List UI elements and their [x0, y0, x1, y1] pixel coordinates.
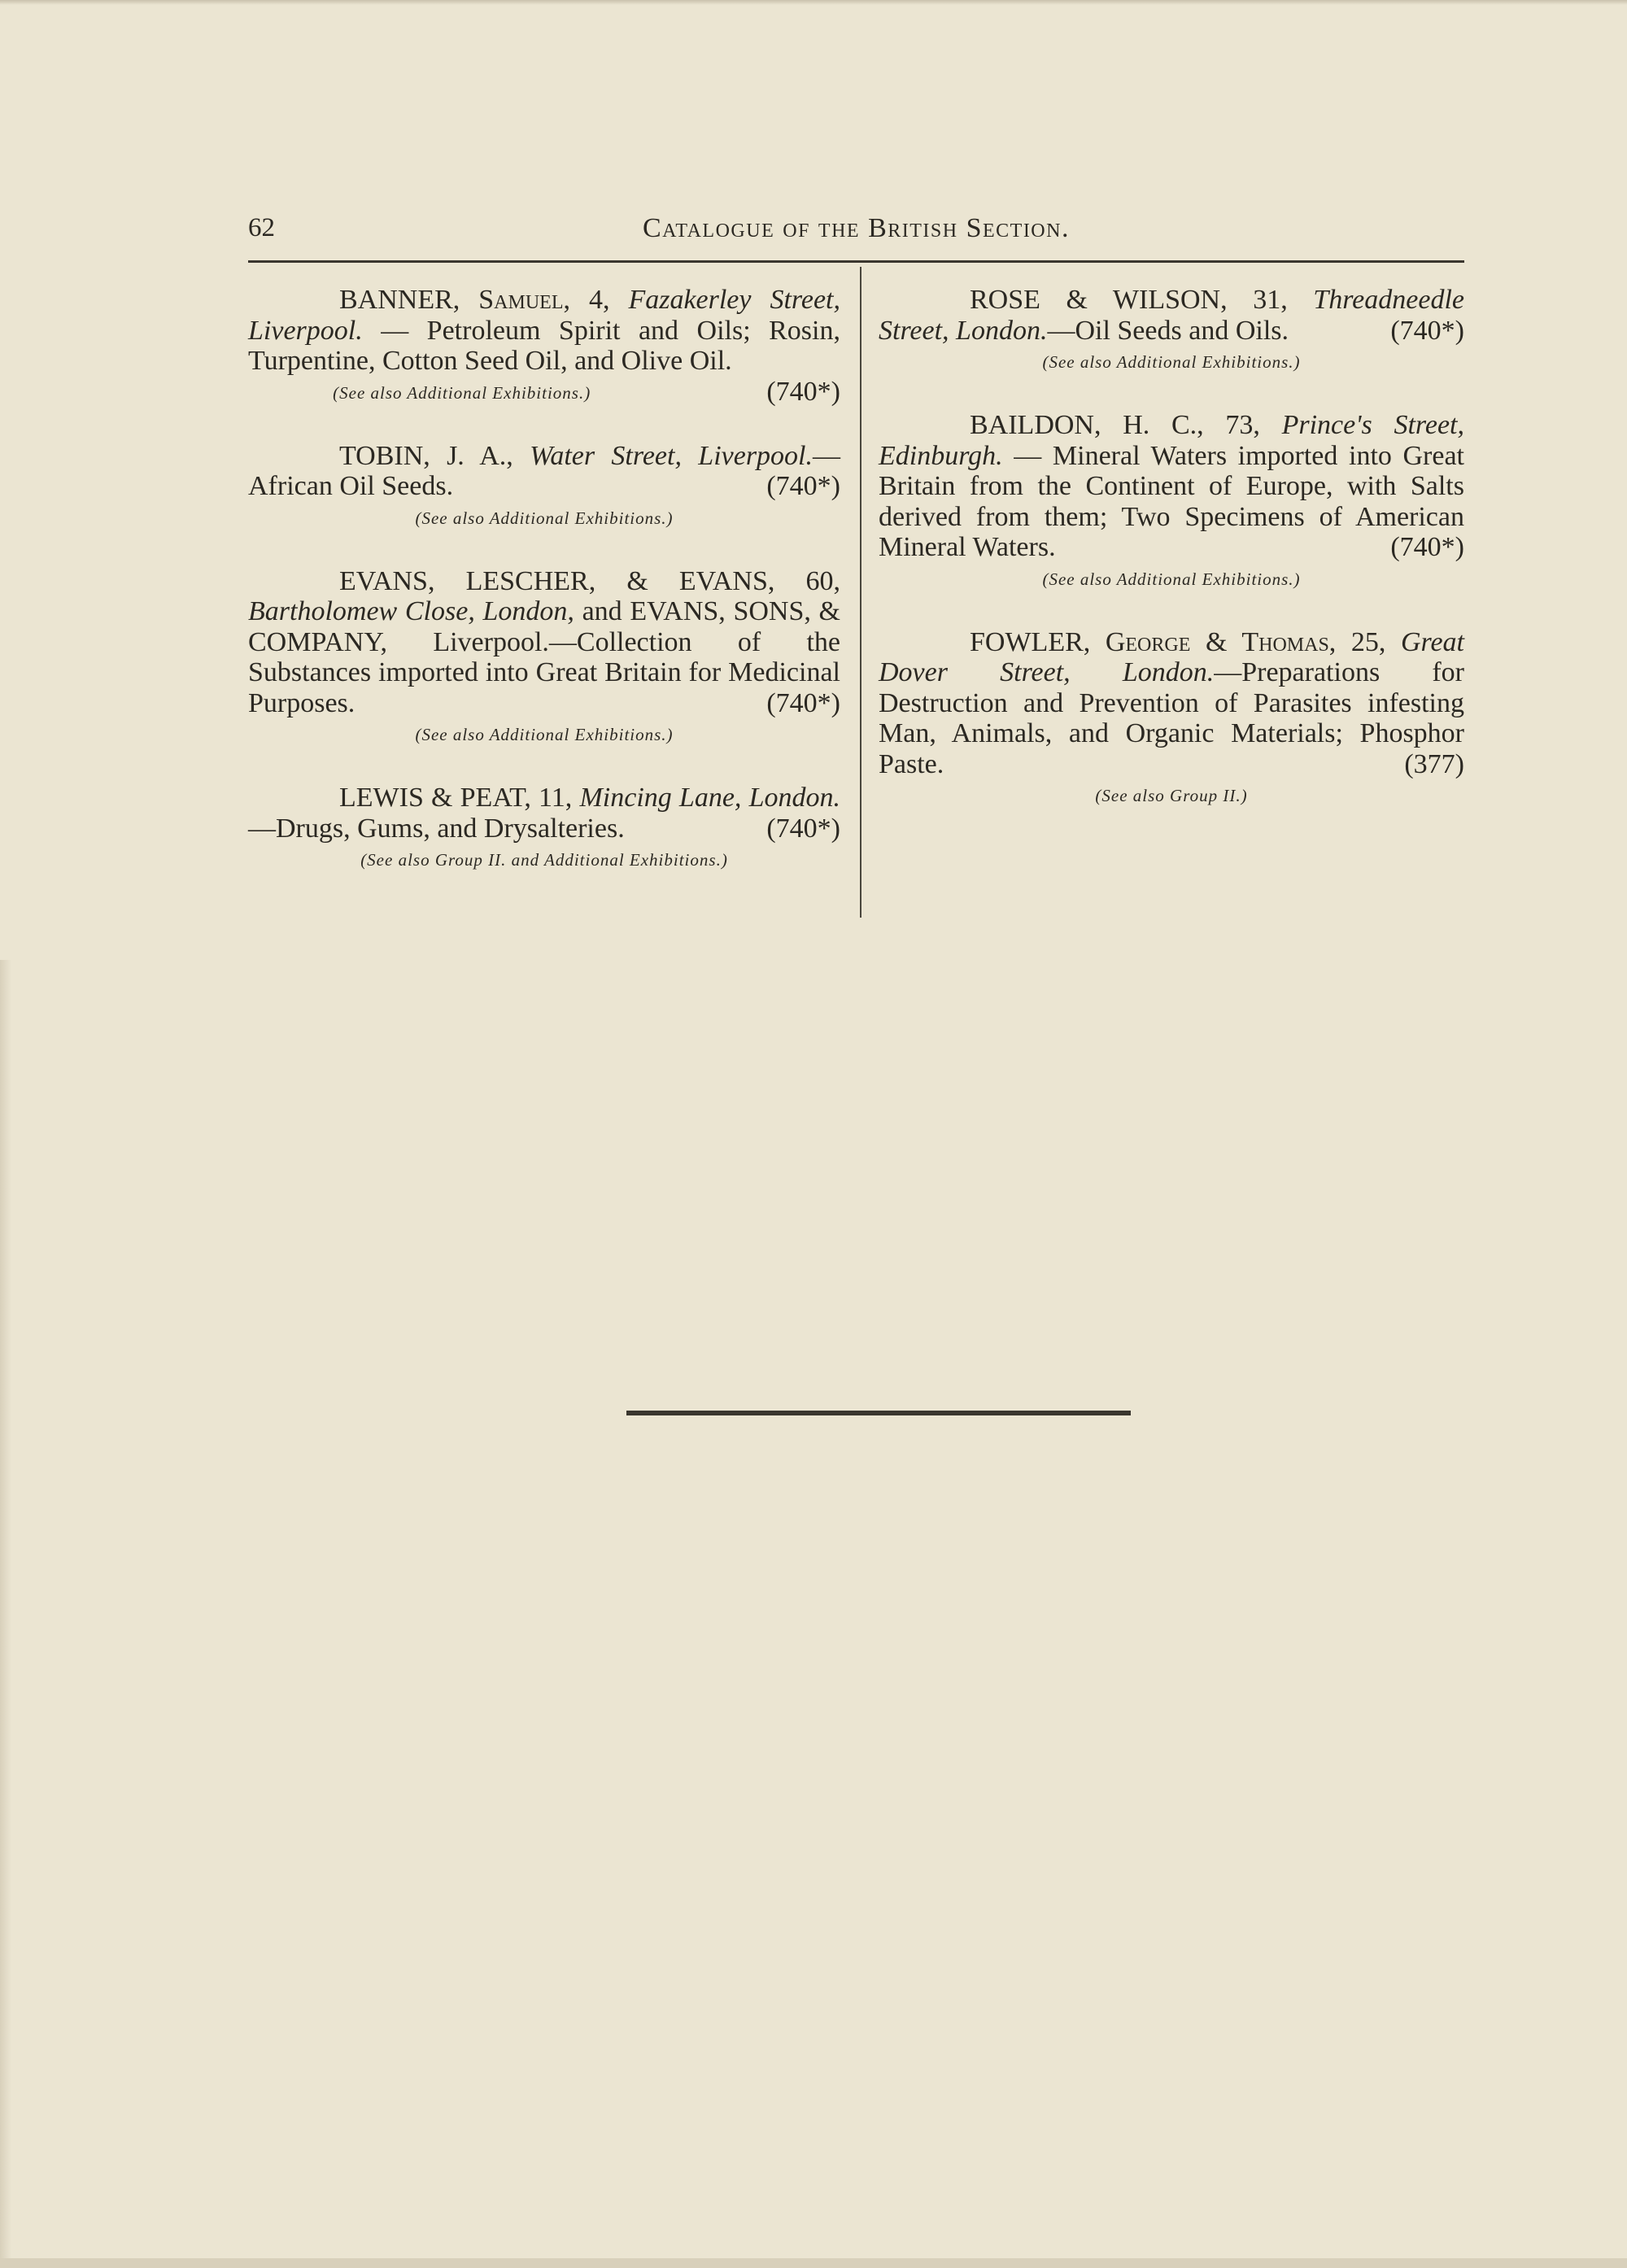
exhibitor-name: BANNER, [339, 285, 479, 315]
exhibitor-name: LEWIS & PEAT, [339, 783, 539, 813]
entry-text [248, 566, 840, 719]
address-number: 25, [1336, 626, 1401, 657]
address-number: 73, [1225, 410, 1282, 440]
catalogue-entry [879, 410, 1464, 590]
left-column [248, 285, 840, 908]
class-code: (740*) [766, 813, 840, 844]
exhibitor-address: Threadneedle Street, London. [879, 285, 1464, 346]
address-number: 4, [570, 285, 629, 315]
column-divider [860, 267, 861, 918]
exhibitor-name: FOWLER, [970, 626, 1106, 657]
entry-text [879, 627, 1464, 780]
catalogue-entry [879, 627, 1464, 807]
running-head: Catalogue of the British Section. [643, 213, 1070, 243]
catalogue-entry [248, 441, 840, 529]
see-also-note: (See also Additional Exhibitions.) [1042, 569, 1301, 589]
page-header [248, 213, 1464, 252]
exhibitor-name-small-caps: Samuel, [478, 285, 570, 315]
page-number: 62 [248, 213, 275, 242]
catalogue-entry [248, 285, 840, 407]
entry-text [879, 285, 1464, 346]
exhibitor-name: ROSE & WILSON, [970, 285, 1254, 315]
right-column [879, 285, 1464, 844]
see-also-note: (See also Group II. and Additional Exhibitions.) [360, 850, 728, 870]
address-number: 11, [539, 783, 580, 813]
address-number: 31, [1253, 285, 1314, 315]
exhibitor-address: Water Street, Liverpool. [530, 440, 814, 471]
entry-text [248, 783, 840, 844]
exhibitor-address: Mincing Lane, London. [579, 783, 841, 813]
exhibit-description: —Preparations for Destruction and Prevention of Parasites infesting Man, Animals, and Organic Materials; Phosphor Paste. [879, 657, 1464, 779]
entry-text [879, 410, 1464, 563]
exhibit-description: —African Oil Seeds. [248, 440, 841, 501]
class-code: (377) [1404, 748, 1464, 779]
exhibitor-address: Prince's Street, Edinburgh. [879, 410, 1464, 471]
exhibitor-name-small-caps: George & Thomas, [1105, 626, 1337, 657]
see-also-note: (See also Group II.) [1095, 786, 1248, 805]
exhibitor-name: BAILDON, H. C., [970, 410, 1226, 440]
catalogue-entry [248, 566, 840, 746]
class-code: (740*) [766, 376, 840, 407]
closing-rule [626, 1411, 1131, 1415]
exhibit-description: — Mineral Waters imported into Great Britain from the Continent of Europe, with Salts derived from them; Two Specimens of American Mineral Waters. [879, 440, 1464, 562]
exhibit-description: — Petroleum Spirit and Oils; Rosin, Turpentine, Cotton Seed Oil, and Olive Oil. [248, 315, 840, 376]
exhibit-description: and EVANS, SONS, & COMPANY, Liverpool.—Collection of the Substances imported into Great Britain for Medicinal Purposes. [248, 596, 840, 718]
catalogue-entry [879, 285, 1464, 373]
see-also-note: (See also Additional Exhibitions.) [415, 508, 674, 528]
page-top-edge [0, 0, 1627, 5]
exhibit-description: —Drugs, Gums, and Drysalteries. [248, 813, 625, 844]
exhibitor-address: Fazakerley Street, Liverpool. [248, 285, 840, 346]
page-left-edge [0, 960, 11, 2261]
address-number: 60, [805, 565, 840, 596]
header-rule [248, 260, 1464, 263]
entry-text [248, 441, 840, 502]
class-code: (740*) [766, 687, 840, 718]
exhibitor-name: TOBIN, J. A., [339, 440, 530, 471]
class-code: (740*) [766, 471, 840, 501]
see-also-note: (See also Additional Exhibitions.) [1042, 352, 1301, 372]
class-code: (740*) [1390, 315, 1464, 346]
exhibitor-address: Great Dover Street, London. [879, 626, 1464, 687]
see-also-note: (See also Additional Exhibitions.) [333, 382, 591, 403]
class-code: (740*) [1390, 532, 1464, 562]
exhibitor-name: EVANS, LESCHER, & EVANS, [339, 565, 806, 596]
catalogue-entry [248, 783, 840, 870]
exhibitor-address: Bartholomew Close, London, [248, 596, 574, 626]
page-bottom-edge [0, 2258, 1627, 2268]
see-also-note: (See also Additional Exhibitions.) [415, 725, 674, 744]
exhibit-description: —Oil Seeds and Oils. [1047, 315, 1289, 346]
